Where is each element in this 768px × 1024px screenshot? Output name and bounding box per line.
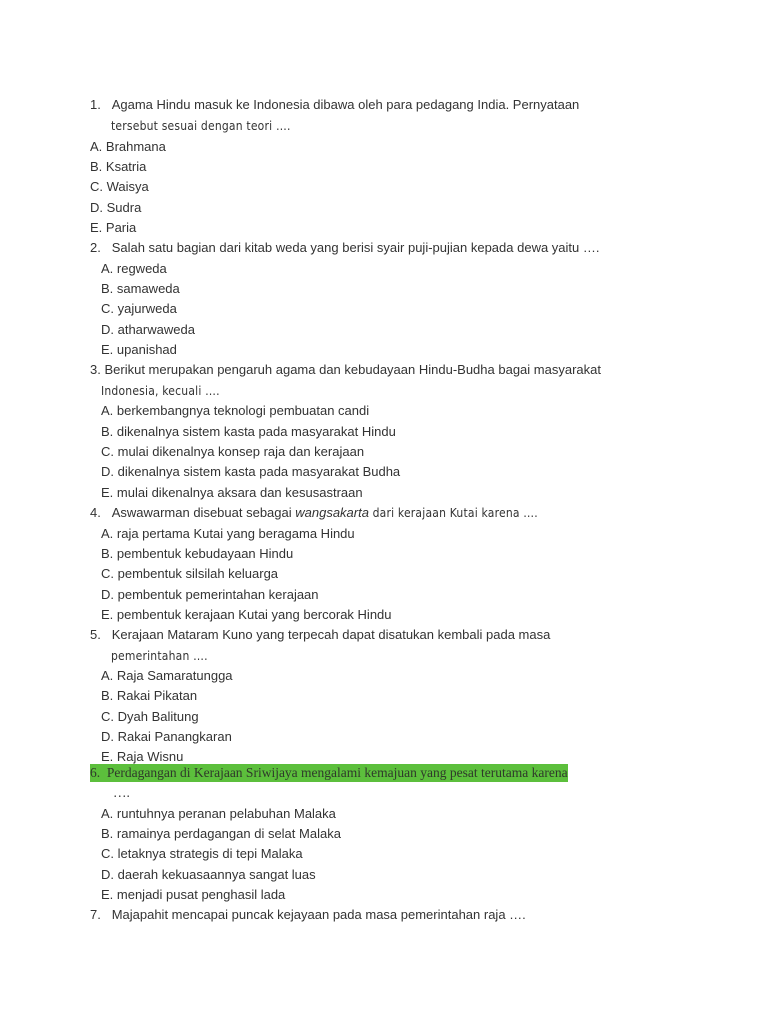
question-number: 3.	[90, 362, 101, 377]
option-d: D. Rakai Panangkaran	[101, 729, 232, 744]
question-number: 5.	[90, 627, 101, 642]
question-2	[90, 240, 599, 256]
question-text: Perdagangan di Kerajaan Sriwijaya mengalami kemajuan yang pesat terutama karena	[106, 765, 568, 780]
option-d: D. dikenalnya sistem kasta pada masyarakat Budha	[101, 464, 401, 479]
question-number: 2.	[90, 240, 101, 255]
option-c: C. pembentuk silsilah keluarga	[101, 566, 279, 581]
option-e: E. upanishad	[101, 342, 177, 357]
option-b: B. pembentuk kebudayaan Hindu	[101, 546, 294, 561]
option-b: B. Rakai Pikatan	[101, 688, 198, 703]
question-text-italic: wangsakarta	[295, 505, 369, 520]
option-c: C. Waisya	[90, 179, 149, 194]
question-4	[90, 505, 538, 521]
question-6	[90, 765, 568, 781]
option-a: A. raja pertama Kutai yang beragama Hindu	[101, 526, 355, 541]
option-d: D. daerah kekuasaannya sangat luas	[101, 867, 316, 882]
option-e: E. pembentuk kerajaan Kutai yang bercorak Hindu	[101, 607, 392, 622]
option-c: C. letaknya strategis di tepi Malaka	[101, 846, 303, 861]
question-7	[90, 907, 526, 923]
option-d: D. pembentuk pemerintahan kerajaan	[101, 587, 319, 602]
option-a: A. Raja Samaratungga	[101, 668, 233, 683]
question-text: Kerajaan Mataram Kuno yang terpecah dapat disatukan kembali pada masa	[111, 627, 551, 642]
option-a: A. berkembangnya teknologi pembuatan candi	[101, 403, 370, 418]
question-text: Majapahit mencapai puncak kejayaan pada masa pemerintahan raja ….	[111, 907, 526, 922]
option-b: B. dikenalnya sistem kasta pada masyarakat Hindu	[101, 424, 396, 439]
question-5-continuation: pemerintahan ….	[111, 649, 208, 663]
option-a: A. runtuhnya peranan pelabuhan Malaka	[101, 806, 336, 821]
question-1	[90, 97, 579, 113]
option-a: A. Brahmana	[90, 139, 166, 154]
question-3-continuation: Indonesia, kecuali ….	[101, 384, 220, 398]
option-d: D. atharwaweda	[101, 322, 195, 337]
option-b: B. Ksatria	[90, 159, 147, 174]
option-e: E. Paria	[90, 220, 137, 235]
option-b: B. samaweda	[101, 281, 180, 296]
question-5	[90, 627, 550, 643]
option-c: C. mulai dikenalnya konsep raja dan kerajaan	[101, 444, 365, 459]
question-text: Salah satu bagian dari kitab weda yang berisi syair puji-pujian kepada dewa yaitu ….	[111, 240, 600, 255]
question-number: 6.	[90, 765, 101, 780]
question-text: Aswawarman disebuat sebagai	[111, 505, 292, 520]
question-6-continuation: ….	[113, 785, 130, 800]
question-text-end: dari kerajaan Kutai karena ….	[372, 506, 538, 520]
option-c: C. Dyah Balitung	[101, 709, 199, 724]
option-e: E. mulai dikenalnya aksara dan kesusastraan	[101, 485, 363, 500]
question-3	[90, 362, 601, 378]
question-number: 7.	[90, 907, 101, 922]
question-text: Agama Hindu masuk ke Indonesia dibawa oleh para pedagang India. Pernyataan	[111, 97, 580, 112]
question-number: 1.	[90, 97, 101, 112]
option-d: D. Sudra	[90, 200, 142, 215]
option-a: A. regweda	[101, 261, 167, 276]
question-number: 4.	[90, 505, 101, 520]
question-text: Berikut merupakan pengaruh agama dan kebudayaan Hindu-Budha bagai masyarakat	[104, 362, 601, 377]
option-b: B. ramainya perdagangan di selat Malaka	[101, 826, 341, 841]
question-1-continuation: tersebut sesuai dengan teori ….	[111, 119, 291, 133]
option-c: C. yajurweda	[101, 301, 177, 316]
option-e: E. menjadi pusat penghasil lada	[101, 887, 286, 902]
option-e: E. Raja Wisnu	[101, 749, 184, 764]
question-highlight	[90, 764, 568, 782]
